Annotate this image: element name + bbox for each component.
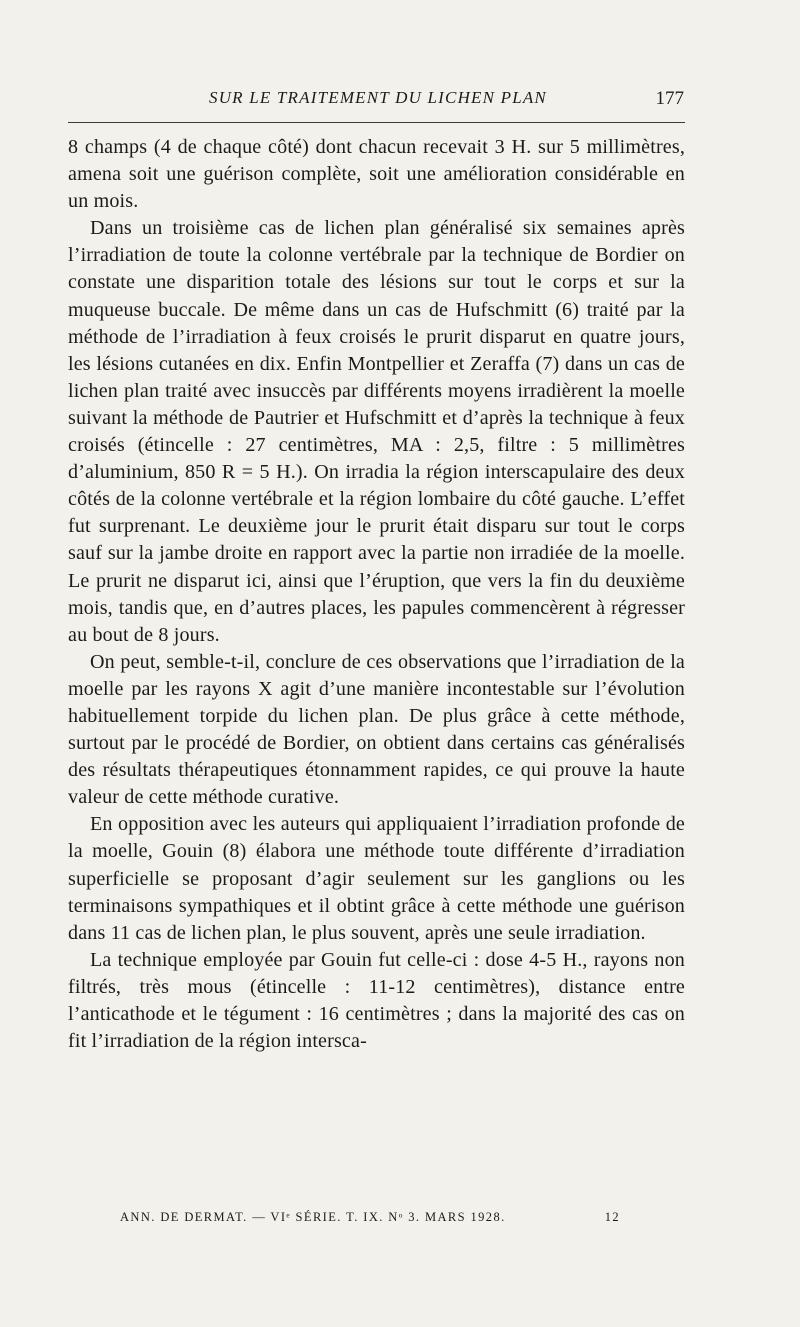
running-head <box>68 86 688 116</box>
paragraph: On peut, semble-t-il, conclure de ces observations que l’irradiation de la moelle par les rayons X agit d’une manière incontestable sur l’évolution habituellement torpide du lichen plan. De plus grâce à cette méthode, surtout par le procédé de Bordier, on obtient dans certains cas généralisés des résultats thérapeutiques étonnamment rapides, ce qui prouve la haute valeur de cette méthode curative. <box>68 650 685 809</box>
running-title: SUR LE TRAITEMENT DU LICHEN PLAN <box>209 88 547 107</box>
paragraph: En opposition avec les auteurs qui appliquaient l’irradiation profonde de la moelle, Gouin (8) élabora une méthode toute différente d’irradiation superficielle se proposant d’agir seulement sur les ganglions ou les terminaisons sympathiques et il obtint grâce à cette méthode une guérison dans 11 cas de lichen plan, le plus souvent, après une seule irradiation. <box>68 813 685 944</box>
paragraph: La technique employée par Gouin fut celle-ci : dose 4-5 H., rayons non filtrés, très mous (étincelle : 11-12 centimètres), distance entre l’anticathode et le tégument : 16 centimètres ; dans la majorité des cas on fit l’irradiation de la région intersca- <box>68 948 685 1053</box>
signature-mark: 12 <box>604 1210 620 1224</box>
journal-reference: ANN. DE DERMAT. — VIᵉ SÉRIE. T. IX. Nᵒ 3. MARS 1928. <box>120 1210 506 1224</box>
paragraph: Dans un troisième cas de lichen plan généralisé six semaines après l’irradiation de toute la colonne vertébrale par la technique de Bordier on constate une disparition totale des lésions sur tout le corps et sur la muqueuse buccale. De même dans un cas de Hufschmitt (6) traité par la méthode de l’irradiation à feux croisés le prurit disparut en quatre jours, les lésions cutanées en dix. Enfin Montpellier et Zeraffa (7) dans un cas de lichen plan traité avec insuccès par différents moyens irradièrent la moelle suivant la méthode de Pautrier et Hufschmitt et d’après la technique à feux croisés (étincelle : 27 centimètres, MA : 2,5, filtre : 5 millimètres d’aluminium, 850 R = 5 H.). On irradia la région interscapulaire des deux côtés de la colonne vertébrale et la région lombaire du côté gauche. L’effet fut surprenant. Le deuxième jour le prurit était disparu sur tout le corps sauf sur la jambe droite en rapport avec la partie non irradiée de la moelle. Le prurit ne disparut ici, ainsi que l’éruption, que vers la fin du deuxième mois, tandis que, en d’autres places, les papules commencèrent à régresser au bout de 8 jours. <box>68 217 685 646</box>
body-text <box>68 134 685 1055</box>
header-rule <box>68 122 685 123</box>
paragraph-continuation: 8 champs (4 de chaque côté) dont chacun recevait 3 H. sur 5 millimètres, amena soit une guérison complète, soit une amélioration considérable en un mois. <box>68 136 685 213</box>
page-number: 177 <box>655 88 684 109</box>
page-footer <box>120 1210 680 1230</box>
